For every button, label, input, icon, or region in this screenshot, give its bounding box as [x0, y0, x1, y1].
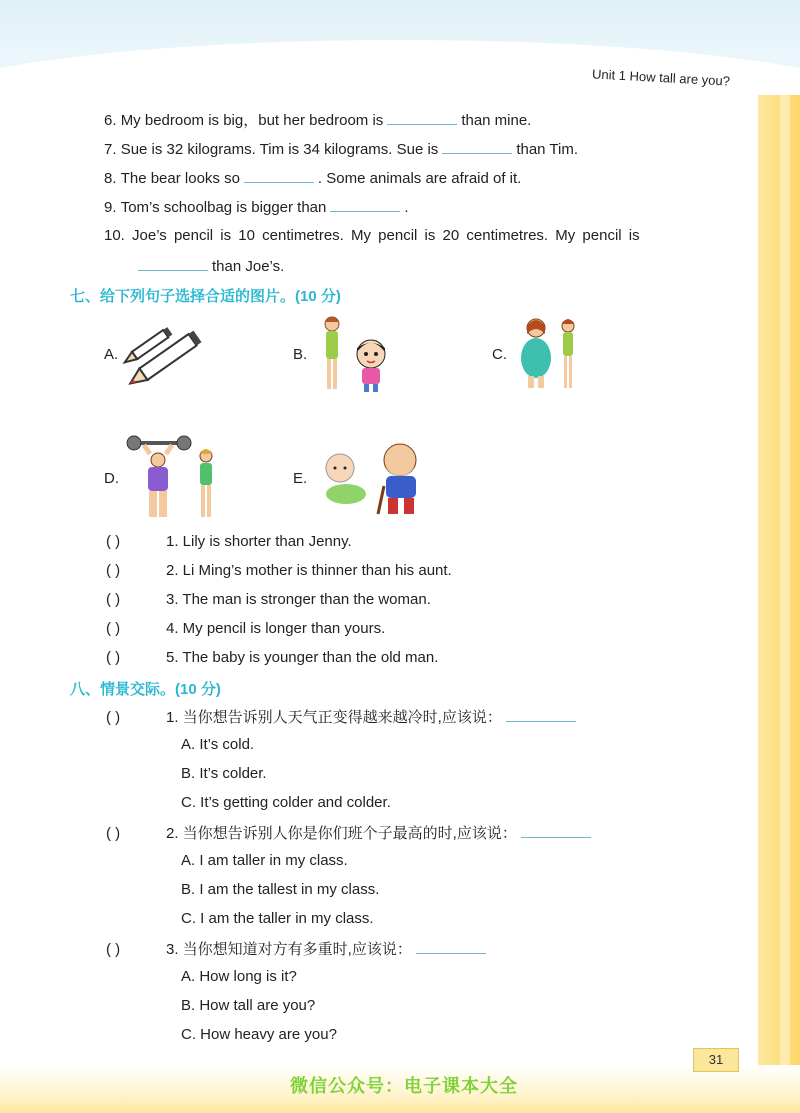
answer-blank[interactable] — [387, 110, 457, 125]
answer-paren[interactable]: ( ) — [106, 709, 121, 726]
picture-label-e: E. — [293, 470, 308, 487]
unit-header: Unit 1 How tall are you? — [591, 66, 731, 89]
situation-question-2: ( ) 2. 当你想告诉别人你是你们班个子最高的时,应该说： — [106, 823, 595, 843]
fill-item-10: 10. Joe’s pencil is 10 centimetres. My pencil is 20 centimetres. My pencil is — [104, 227, 640, 244]
answer-paren[interactable]: ( ) — [106, 533, 121, 550]
thin-and-fat-woman-icon — [518, 314, 584, 392]
right-decor-stripe — [780, 95, 790, 1113]
picture-label-b: B. — [293, 346, 308, 363]
option-2c: C. I am the taller in my class. — [181, 910, 374, 927]
match-sentence-2: ( ) 2. Li Ming’s mother is thinner than his aunt. — [106, 562, 452, 579]
option-3a: A. How long is it? — [181, 968, 297, 985]
answer-blank[interactable] — [330, 197, 400, 212]
fill-item-6: 6. My bedroom is big，but her bedroom is than mine. — [104, 112, 532, 129]
strong-man-and-woman-icon — [128, 434, 223, 520]
match-sentence-5: ( ) 5. The baby is younger than the old man. — [106, 649, 439, 666]
answer-paren[interactable]: ( ) — [106, 620, 121, 637]
answer-blank[interactable] — [416, 939, 486, 954]
baby-and-old-man-icon — [318, 438, 426, 516]
situation-question-3: ( ) 3. 当你想知道对方有多重时,应该说： — [106, 939, 490, 959]
answer-paren[interactable]: ( ) — [106, 649, 121, 666]
answer-blank[interactable] — [521, 823, 591, 838]
section-heading-7: 七、给下列句子选择合适的图片。(10 分) — [70, 288, 341, 305]
picture-label-a: A. — [104, 346, 119, 363]
answer-paren[interactable]: ( ) — [106, 562, 121, 579]
answer-blank[interactable] — [506, 707, 576, 722]
fill-item-7: 7. Sue is 32 kilograms. Tim is 34 kilograms. Sue is than Tim. — [104, 141, 579, 158]
fill-item-9: 9. Tom’s schoolbag is bigger than . — [104, 199, 409, 216]
answer-blank[interactable] — [138, 256, 208, 271]
option-1c: C. It’s getting colder and colder. — [181, 794, 391, 811]
watermark: 微信公众号：电子课本大全 — [290, 1076, 518, 1096]
tall-woman-and-girl-icon — [318, 312, 398, 394]
right-decor-band — [758, 95, 800, 1113]
picture-label-c: C. — [492, 346, 507, 363]
option-3c: C. How heavy are you? — [181, 1026, 337, 1043]
option-2a: A. I am taller in my class. — [181, 852, 348, 869]
option-3b: B. How tall are you? — [181, 997, 316, 1014]
answer-paren[interactable]: ( ) — [106, 825, 121, 842]
answer-paren[interactable]: ( ) — [106, 941, 121, 958]
match-sentence-3: ( ) 3. The man is stronger than the woman. — [106, 591, 431, 608]
answer-paren[interactable]: ( ) — [106, 591, 121, 608]
page-number: 31 — [693, 1048, 739, 1072]
situation-question-1: ( ) 1. 当你想告诉别人天气正变得越来越冷时,应该说： — [106, 707, 580, 727]
match-sentence-1: ( ) 1. Lily is shorter than Jenny. — [106, 533, 352, 550]
option-1a: A. It’s cold. — [181, 736, 255, 753]
picture-label-d: D. — [104, 470, 119, 487]
two-pencils-icon — [128, 322, 213, 387]
option-2b: B. I am the tallest in my class. — [181, 881, 380, 898]
section-heading-8: 八、情景交际。(10 分) — [70, 681, 221, 698]
match-sentence-4: ( ) 4. My pencil is longer than yours. — [106, 620, 386, 637]
option-1b: B. It’s colder. — [181, 765, 267, 782]
fill-item-8: 8. The bear looks so . Some animals are afraid of it. — [104, 170, 522, 187]
answer-blank[interactable] — [442, 139, 512, 154]
fill-item-10-line2: than Joe’s. — [134, 256, 284, 276]
answer-blank[interactable] — [244, 168, 314, 183]
